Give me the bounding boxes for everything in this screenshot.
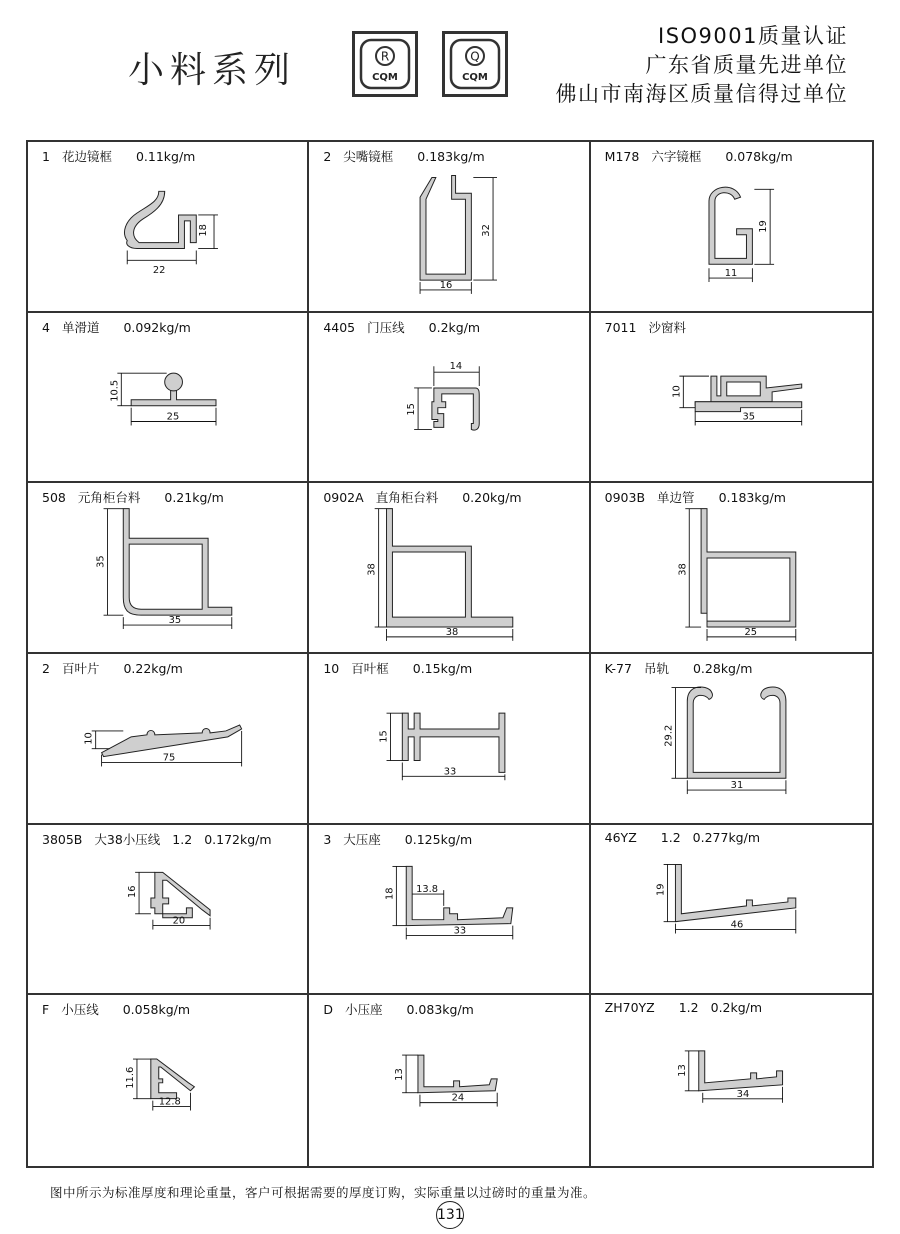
product-weight: 0.058kg/m: [122, 1002, 191, 1018]
product-name: 小压线: [61, 1002, 99, 1018]
dim-height: 38: [367, 563, 379, 577]
product-cell: [28, 483, 309, 654]
product-code: 2: [323, 149, 332, 164]
product-weight: 0.277kg/m: [692, 829, 761, 845]
product-grid: [26, 140, 874, 1168]
product-weight: 0.183kg/m: [417, 149, 485, 164]
dim-width: 33: [444, 766, 457, 778]
product-code: D: [323, 1002, 333, 1018]
product-spec: 1.2: [660, 829, 681, 845]
profile-drawing: [591, 995, 872, 1166]
logo-right-letter: Q: [470, 49, 480, 64]
product-cell: [591, 313, 872, 484]
product-weight: 0.20kg/m: [462, 490, 522, 506]
product-code: 4405: [323, 319, 356, 335]
dim-height: 18: [198, 224, 210, 237]
profile-drawing: [309, 654, 588, 823]
product-code: ZH70YZ: [604, 1000, 655, 1016]
product-cell: [28, 825, 309, 996]
product-code: 46YZ: [604, 829, 637, 845]
product-name: 沙窗料: [648, 319, 686, 335]
dim-height: 19: [655, 883, 667, 896]
product-weight: 0.183kg/m: [718, 490, 786, 506]
dim-height: 18: [384, 887, 396, 900]
profile-drawing: [591, 313, 872, 482]
dim-height: 35: [95, 555, 107, 569]
product-cell: [591, 995, 872, 1166]
product-name: 门压线: [367, 319, 405, 335]
product-cell: [28, 313, 309, 484]
profile-drawing: [309, 825, 588, 994]
dim-height: 29.2: [663, 724, 675, 747]
product-code: 0902A: [323, 490, 364, 506]
product-code: 3: [323, 831, 332, 847]
product-cell: [591, 654, 872, 825]
product-name: 直角柜台料: [375, 490, 439, 506]
product-name: 小压座: [344, 1002, 383, 1018]
dim-height: 13: [676, 1064, 688, 1078]
logo-left-letter: R: [380, 49, 390, 64]
dim-width: 35: [168, 615, 182, 627]
product-weight: 0.15kg/m: [412, 661, 473, 676]
profile-drawing: [28, 142, 307, 311]
dim-width: 34: [736, 1089, 750, 1101]
product-name: 大38小压线: [94, 831, 161, 847]
dim-width: 16: [440, 279, 453, 291]
dim-width: 12.8: [158, 1096, 181, 1108]
dim-width: 25: [166, 411, 180, 423]
dim-height: 10: [671, 384, 683, 398]
product-weight: 0.172kg/m: [204, 831, 272, 847]
product-code: F: [42, 1002, 50, 1018]
dim-width: 11: [724, 268, 737, 280]
dim-height: 15: [406, 402, 418, 416]
product-code: 3805B: [42, 831, 83, 847]
product-code: 7011: [604, 319, 637, 335]
dim-width: 46: [730, 919, 743, 931]
logo-right-text: CQM: [462, 72, 488, 83]
product-weight: 0.28kg/m: [692, 661, 753, 676]
product-name: 单边管: [657, 490, 695, 506]
dim-width: 22: [152, 265, 166, 277]
product-name: 尖嘴镜框: [343, 149, 394, 164]
dim-width: 31: [730, 780, 743, 792]
product-cell: [28, 654, 309, 825]
product-weight: 0.078kg/m: [725, 149, 793, 164]
product-name: 百叶框: [351, 661, 389, 676]
dim-height: 19: [757, 220, 769, 233]
dim-height: 32: [481, 224, 493, 237]
profile-drawing: [309, 483, 588, 652]
product-weight: 0.2kg/m: [428, 319, 481, 335]
product-code: 1: [42, 149, 50, 164]
product-weight: 0.22kg/m: [123, 661, 183, 676]
product-cell: [309, 142, 590, 313]
dim-width: 33: [453, 925, 467, 937]
profile-drawing: [28, 654, 307, 823]
profile-drawing: [28, 313, 307, 482]
certifications: [556, 22, 849, 109]
product-cell: [28, 142, 309, 313]
product-code: 508: [42, 490, 66, 506]
profile-drawing: [591, 142, 872, 311]
profile-drawing: [591, 654, 872, 823]
product-cell: [309, 483, 590, 654]
dim-width: 38: [446, 627, 459, 639]
cqm-q-logo-icon: [442, 31, 508, 97]
dim-height: 13: [394, 1068, 406, 1082]
product-cell: [591, 825, 872, 996]
product-weight: 0.21kg/m: [164, 490, 224, 506]
dim-width: 25: [744, 627, 757, 639]
product-cell: [309, 825, 590, 996]
product-weight: 0.11kg/m: [135, 149, 196, 164]
profile-drawing: [28, 995, 307, 1166]
dim-width: 14: [449, 360, 463, 372]
product-name: 吊轨: [643, 661, 669, 676]
product-cell: [309, 654, 590, 825]
product-name: 元角柜台料: [77, 490, 141, 506]
product-weight: 0.125kg/m: [404, 831, 473, 847]
product-code: M178: [604, 149, 640, 164]
profile-drawing: [309, 995, 588, 1166]
footer-note: 图中所示为标准厚度和理论重量，客户可根据需要的厚度订购，实际重量以过磅时的重量为准。: [50, 1185, 597, 1200]
dim-inner: 13.8: [416, 883, 439, 895]
profile-drawing: [309, 142, 588, 311]
product-weight: 0.083kg/m: [406, 1002, 474, 1018]
dim-width: 35: [742, 411, 755, 423]
product-cell: [591, 142, 872, 313]
product-name: 大压座: [343, 831, 381, 847]
dim-height: 16: [127, 885, 139, 898]
product-code: 0903B: [604, 490, 646, 506]
product-code: K-77: [604, 661, 632, 676]
product-cell: [309, 995, 590, 1166]
profile-drawing: [591, 483, 872, 652]
cert-line: 佛山市南海区质量信得过单位: [555, 82, 848, 106]
product-weight: 0.092kg/m: [123, 319, 191, 335]
product-name: 花边镜框: [61, 149, 112, 164]
product-spec: 1.2: [172, 831, 193, 847]
product-cell: [591, 483, 872, 654]
cqm-r-logo-icon: [352, 31, 418, 97]
logo-left-text: CQM: [372, 72, 398, 83]
product-name: 单滑道: [61, 319, 100, 335]
profile-drawing: [591, 825, 872, 994]
dim-height: 11.6: [124, 1067, 136, 1090]
profile-drawing: [309, 313, 588, 482]
profile-drawing: [28, 825, 307, 994]
dim-width: 24: [451, 1092, 465, 1104]
dim-width: 20: [172, 915, 186, 927]
cert-line: 广东省质量先进单位: [645, 53, 848, 77]
product-cell: [309, 313, 590, 484]
dim-height: 38: [676, 563, 688, 577]
product-code: 10: [323, 661, 340, 676]
cert-line: ISO9001质量认证: [658, 24, 848, 48]
product-spec: 1.2: [678, 1000, 699, 1016]
product-name: 百叶片: [61, 661, 100, 676]
dim-height: 15: [378, 730, 390, 743]
page-title: 小料系列: [128, 50, 297, 91]
dim-height: 10.5: [109, 379, 121, 402]
product-weight: 0.2kg/m: [710, 1000, 763, 1016]
product-name: 六字镜框: [651, 149, 702, 164]
dim-height: 10: [83, 732, 95, 745]
dim-width: 75: [162, 752, 176, 764]
product-cell: [28, 995, 309, 1166]
page-number: 131: [436, 1201, 464, 1229]
profile-drawing: [28, 483, 307, 652]
product-code: 4: [42, 319, 50, 335]
product-code: 2: [42, 661, 50, 676]
